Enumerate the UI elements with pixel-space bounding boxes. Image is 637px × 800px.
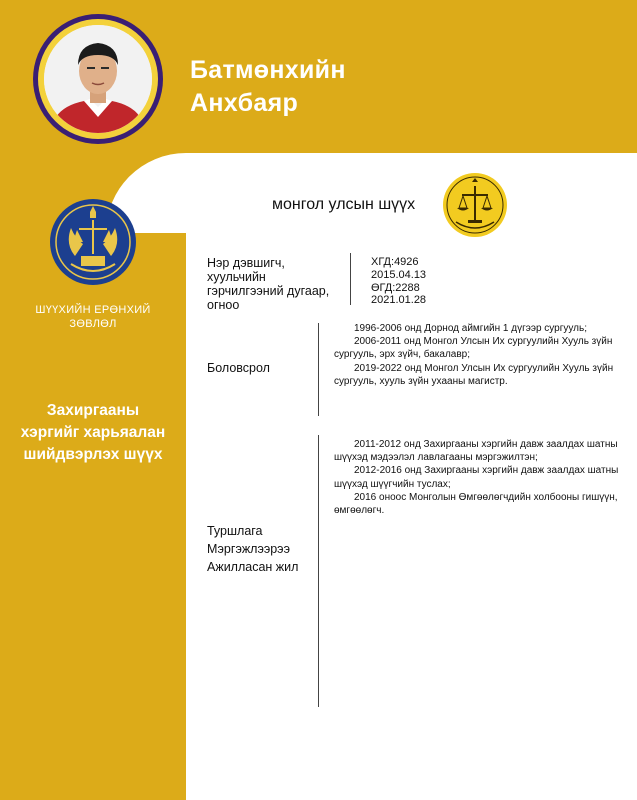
- certificate-values: ХГД:4926 2015.04.13 ӨГД:2288 2021.01.28: [371, 256, 427, 307]
- experience-list: [334, 438, 621, 517]
- divider: [350, 253, 351, 305]
- list-item: 2016 оноос Монголын Өмгөөлөгчдийн холбооны гишүүн, өмгөөлөгч.: [334, 491, 618, 517]
- list-item: 2011-2012 онд Захиргааны хэргийн давж заалдах шатны шүүхэд мэдээлэл лавлагааны мэргэжилтэн;: [334, 439, 618, 464]
- list-item: 2006-2011 онд Монгол Улсын Их сургуулийн Хууль зүйн сургууль, эрх зүйч, бакалавр;: [334, 336, 613, 361]
- candidate-first-name: Батмөнхийн: [190, 56, 346, 84]
- list-item: 2012-2016 онд Захиргааны хэргийн давж заалдах шатны шүүхэд шүүгчийн туслах;: [334, 465, 619, 490]
- portrait-photo: [44, 25, 152, 133]
- court-name: монгол улсын шүүх: [272, 196, 416, 213]
- divider: [318, 323, 319, 416]
- education-label: Боловсрол: [207, 361, 270, 375]
- scales-of-justice-icon: [442, 172, 508, 238]
- judicial-council-emblem-icon: [49, 198, 137, 286]
- list-item: 2019-2022 онд Монгол Улсын Их сургуулийн Хууль зүйн сургууль, хууль зүйн ухааны магистр.: [334, 362, 614, 387]
- education-list: [334, 322, 621, 388]
- person-portrait-icon: [44, 25, 152, 133]
- experience-label: Туршлага Мэргэжлээрээ Ажилласан жил: [207, 524, 299, 574]
- council-label: ШҮҮХИЙН ЕРӨНХИЙ ЗӨВЛӨЛ: [35, 304, 151, 330]
- position-title: Захиргааны хэргийг харьяалан шийдвэрлэх шүүх: [20, 402, 166, 463]
- list-item: 1996-2006 онд Дорнод аймгийн 1 дүгээр сургууль;: [354, 323, 587, 334]
- certificate-label: Нэр дэвшигч, хуульчийн гэрчилгээний дугаар, огноо: [207, 256, 330, 312]
- candidate-last-name: Анхбаяр: [190, 89, 299, 117]
- divider: [318, 435, 319, 707]
